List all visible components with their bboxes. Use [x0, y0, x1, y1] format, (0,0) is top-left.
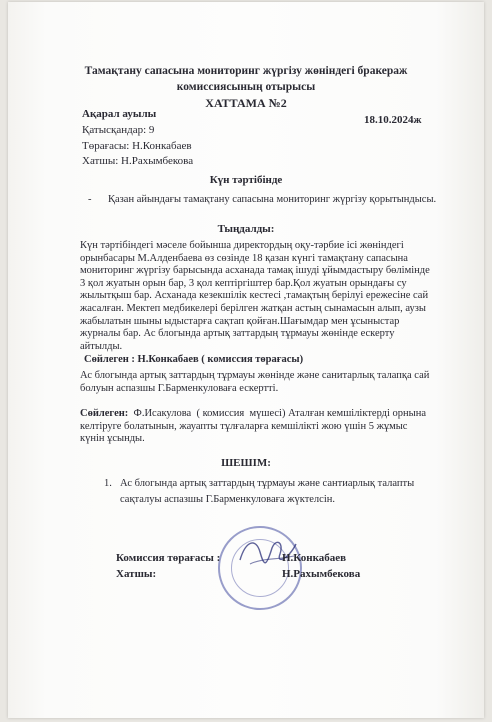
title-line-1: Тамақтану сапасына мониторинг жүргізу жөніндегі бракераж: [84, 65, 408, 77]
speaker-2-label: Сөйлеген:: [80, 408, 129, 419]
chair-signature-label: Комиссия төрағасы :: [116, 552, 221, 564]
paragraph-line: Күн тәртібіндегі мәселе бойынша директордың оқу-тәрбие ісі жөніндегі: [80, 240, 404, 251]
speaker-1-text: [80, 370, 450, 395]
paragraph-line: болуын аспазшы Г.Барменкуловаға ескертті.: [80, 382, 279, 394]
paragraph-line: келтіруге болатынын, жауапты тұлғаларға кемшілікті жою үшін 5 жұмыс: [80, 420, 408, 432]
chair-signature-name: Н.Конкабаев: [282, 552, 347, 564]
agenda-item: Қазан айындағы тамақтану сапасына мониторинг жүргізу қорытындысы.: [108, 194, 437, 205]
secretary-signature-label: Хатшы:: [116, 568, 157, 580]
paragraph-line: жылытқыш бар. Асханада кезекшілік кестесі ,тамақтың берілуі ережесіне сай: [80, 290, 429, 302]
listened-heading: Тыңдалды:: [217, 223, 275, 235]
decision-text: [120, 478, 450, 506]
secretary-signature-name: Н.Рахымбекова: [282, 568, 361, 580]
paragraph-line: күнін ұсынды.: [80, 433, 145, 445]
agenda-bullet: -: [88, 194, 92, 205]
chair: Төрағасы: Н.Конкабаев: [82, 140, 192, 152]
title-line-2: комиссиясының отырысы: [176, 81, 316, 93]
speaker-2-intro: Ф.Исакулова ( комиссия мүшесі) Аталған кемшіліктерді орнына: [128, 408, 427, 419]
secretary: Хатшы: Н.Рахымбекова: [82, 155, 194, 167]
paragraph-line: мониторинг жүргізу барысында асханада тамақ ішуді ұйымдастыру бөлімінде: [80, 265, 430, 277]
paragraph-line: журналы бар. Ас блогында артық заттардың тұрмауы жөнінде ескерту: [80, 328, 395, 340]
listened-paragraph: [80, 240, 450, 353]
paragraph-line: жабылатын шыны ыдыстарға сақтап қойған.Шағымдар мен ұсыныстар: [80, 315, 400, 327]
paragraph-line: Ас блогында артық заттардың тұрмауы және сантиарлық талапты: [120, 478, 415, 489]
place: Ақарал ауылы: [82, 108, 157, 120]
attendees: Қатысқандар: 9: [82, 124, 155, 136]
speaker-1-label: Сөйлеген : Н.Конкабаев ( комиссия төрағасы): [84, 354, 304, 365]
paragraph-line: айтылды.: [80, 340, 123, 352]
decision-heading: ШЕШІМ:: [221, 457, 271, 469]
paragraph-line: Ас блогында артық заттардың тұрмауы жөнінде және санитарлық талапқа сай: [80, 370, 430, 381]
paragraph-line: 3 қол жуатын орын бар, 3 қол кептіргіштер бар.Қол жуатын орындағы су: [80, 277, 407, 289]
paragraph-line: орынбасары М.Алденбаева өз сөзінде 18 қазан күнгі тамақтану сапасына: [80, 252, 408, 264]
speaker-2-text: [80, 408, 450, 446]
protocol-date: 18.10.2024ж: [364, 114, 422, 126]
agenda-heading: Күн тәртібінде: [209, 174, 283, 186]
paragraph-line: сақталуы аспазшы Г.Барменкуловаға жүктелсін.: [120, 493, 335, 505]
protocol-number: ХАТТАМА №2: [205, 96, 287, 110]
decision-number: 1.: [104, 478, 112, 489]
paragraph-line: жасалған. Мектеп медбикелері берілген жатқан астың сынамасын алып, аузы: [80, 302, 426, 314]
document-page: [8, 2, 484, 718]
